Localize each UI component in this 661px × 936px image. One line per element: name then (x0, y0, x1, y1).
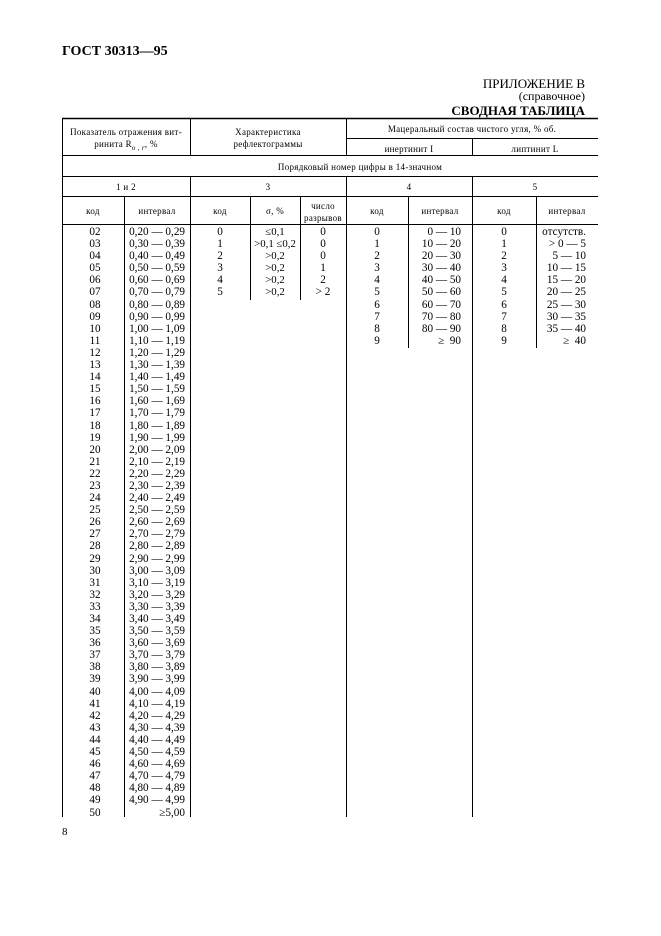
table-cell: 0,60 — 0,69 (129, 274, 185, 287)
appendix-note: (справочное) (518, 89, 585, 103)
table-cell: 0 (501, 226, 507, 238)
table-cell: 50 — 60 (421, 286, 461, 299)
table-cell: 5 (501, 286, 507, 299)
table-cell: 2,10 — 2,19 (129, 455, 185, 468)
table-cell: ≥ 90 (438, 334, 461, 347)
table-cell: 1 (501, 238, 507, 251)
document-code: ГОСТ 30313—95 (62, 44, 168, 59)
table-cell: 1,50 — 1,59 (129, 383, 185, 396)
table-cell: 36 (89, 637, 101, 650)
table-cell: 10 — 15 (546, 262, 586, 275)
table-cell: >0,2 (265, 250, 285, 263)
table-cell: >0,1 ≤0,2 (254, 238, 296, 251)
table-cell: 03 (89, 238, 101, 251)
table-cell: > 2 (315, 286, 331, 299)
table-cell: 1,00 — 1,09 (129, 322, 185, 335)
table-cell: 0,90 — 0,99 (129, 310, 185, 323)
table-cell: 0 (217, 226, 223, 238)
table-cell: >0,2 (265, 274, 285, 287)
liptinite-code-column (472, 226, 536, 347)
table-cell: 6 (374, 298, 380, 311)
table-cell: 22 (89, 467, 101, 480)
table-cell: 29 (89, 552, 101, 565)
table-cell: ≥ 40 (563, 334, 586, 347)
table-cell: 5 (217, 286, 223, 299)
table-cell: 4,20 — 4,29 (129, 709, 185, 722)
table-cell: 3,60 — 3,69 (129, 637, 185, 650)
table-cell: 32 (89, 588, 101, 601)
liptinite-code-header: код (497, 206, 511, 216)
table-cell: отсутств. (542, 226, 586, 238)
table-cell: 25 (89, 504, 101, 517)
table-cell: 47 (89, 770, 101, 783)
gaps-header-line1: число (311, 201, 335, 211)
table-cell: 3,90 — 3,99 (129, 673, 185, 686)
table-cell: 10 — 20 (421, 238, 461, 251)
inertinite-interval-column (408, 226, 461, 347)
table-cell: 2,50 — 2,59 (129, 504, 185, 517)
table-cell: > 0 — 5 (548, 238, 586, 251)
table-cell: 2,20 — 2,29 (129, 467, 185, 480)
table-cell: 3 (501, 262, 507, 275)
inertinite-code-header: код (370, 206, 384, 216)
table-cell: 30 — 40 (421, 262, 461, 275)
table-cell: 50 (89, 806, 101, 819)
table-cell: 2,60 — 2,69 (129, 516, 185, 529)
table-cell: 0,40 — 0,49 (129, 250, 185, 263)
table-title: СВОДНАЯ ТАБЛИЦА (451, 103, 585, 118)
table-cell: 20 — 25 (546, 286, 586, 299)
table-cell: 0 (320, 238, 326, 251)
table-cell: 6 (501, 298, 507, 311)
reflectance-header-line2: ринита $R_{o , r}$, % (94, 139, 158, 152)
table-cell: 0,50 — 0,59 (129, 262, 185, 275)
table-cell: 40 — 50 (421, 274, 461, 287)
table-cell: 1,90 — 1,99 (129, 431, 185, 444)
group-5-header: 5 (532, 182, 538, 192)
table-cell: 4,40 — 4,49 (129, 733, 185, 746)
table-cell: 1,70 — 1,79 (129, 407, 185, 420)
table-cell: >0,2 (265, 286, 285, 299)
table-cell: 11 (89, 334, 101, 347)
table-cell: 09 (89, 310, 101, 323)
inertinite-code-column (346, 226, 408, 347)
table-cell: 30 (89, 564, 101, 577)
gaps-header (300, 200, 346, 224)
table-cell: 24 (89, 492, 101, 505)
table-cell: 3,80 — 3,89 (129, 661, 185, 674)
table-cell: 2,70 — 2,79 (129, 528, 185, 541)
digit-position-header: Порядковый номер цифры в 14-значном (277, 162, 443, 172)
table-cell: 70 — 80 (421, 310, 461, 323)
table-cell: 34 (89, 613, 101, 625)
reflectance-code-header: код (86, 206, 100, 216)
table-cell: 5 — 10 (552, 250, 586, 263)
table-cell: 2 (501, 250, 507, 263)
table-cell: 2 (374, 250, 380, 263)
table-cell: 3,20 — 3,29 (129, 588, 185, 601)
table-cell: 17 (89, 407, 101, 420)
table-cell: 3,10 — 3,19 (129, 576, 185, 589)
table-cell: 26 (89, 516, 101, 529)
table-cell: 19 (89, 431, 101, 444)
table-cell: 9 (501, 334, 507, 347)
table-cell: 05 (89, 262, 101, 275)
reflectogram-header-line2: рефлектограммы (233, 139, 303, 149)
group-4-header: 4 (406, 182, 412, 192)
table-cell: 37 (89, 649, 101, 662)
table-cell: 3,50 — 3,59 (129, 625, 185, 638)
liptinite-interval-column (536, 226, 586, 347)
table-cell: 1 (217, 238, 223, 251)
table-cell: 3,00 — 3,09 (129, 564, 185, 577)
table-cell: 2,00 — 2,09 (129, 443, 185, 456)
table-cell: 18 (89, 419, 101, 432)
inertinite-header: инертинит I (384, 144, 434, 154)
table-cell: 30 — 35 (546, 310, 586, 323)
table-cell: ≤0,1 (265, 226, 285, 238)
table-cell: 4 (374, 274, 380, 287)
table-cell: 10 (89, 322, 101, 335)
table-cell: 38 (89, 661, 101, 674)
table-cell: 02 (89, 226, 101, 238)
table-cell: 1,20 — 1,29 (129, 346, 185, 359)
table-cell: 7 (501, 310, 507, 323)
table-cell: ≥5,00 (159, 806, 185, 819)
table-cell: 15 (89, 383, 101, 396)
table-cell: 35 — 40 (546, 322, 586, 335)
table-cell: 4,00 — 4,09 (129, 685, 185, 698)
reflectance-subscript: o , r (131, 143, 145, 152)
reflectogram-code-header: код (213, 206, 227, 216)
maceral-header: Мацеральный состав чистого угля, % об. (387, 124, 557, 134)
table-cell: 41 (89, 697, 101, 710)
table-cell: 25 — 30 (546, 298, 586, 311)
table-cell: 0,20 — 0,29 (129, 226, 185, 238)
table-cell: 1,80 — 1,89 (129, 419, 185, 432)
table-cell: 5 (374, 286, 380, 299)
table-cell: 4 (217, 274, 223, 287)
table-cell: 3 (374, 262, 380, 275)
table-cell: 2 (320, 274, 326, 287)
table-cell: 43 (89, 721, 101, 734)
table-cell: 06 (89, 274, 101, 287)
table-cell: 0 (320, 226, 326, 238)
liptinite-header: липтинит L (511, 144, 559, 154)
table-cell: 07 (89, 286, 101, 299)
table-cell: 15 — 20 (546, 274, 586, 287)
reflectance-header-line1: Показатель отражения вит- (70, 127, 182, 137)
reflectogram-header (190, 126, 346, 150)
inertinite-interval-header: интервал (421, 206, 459, 216)
table-cell: 60 — 70 (421, 298, 461, 311)
table-cell: 42 (89, 709, 101, 722)
table-cell: 2,90 — 2,99 (129, 552, 185, 565)
table-cell: 4,50 — 4,59 (129, 746, 185, 759)
gaps-column (300, 226, 346, 299)
table-cell: 2,80 — 2,89 (129, 540, 185, 553)
reflectogram-header-line1: Характеристика (235, 127, 301, 137)
table-cell: 0,70 — 0,79 (129, 286, 185, 299)
table-cell: 4,70 — 4,79 (129, 770, 185, 783)
table-cell: 2,40 — 2,49 (129, 492, 185, 505)
table-cell: 12 (89, 346, 101, 359)
table-cell: 13 (89, 359, 101, 372)
table-cell: 1 (374, 238, 380, 251)
sigma-header: σ, % (265, 206, 285, 216)
table-cell: 0,80 — 0,89 (129, 298, 185, 311)
table-cell: 23 (89, 479, 101, 492)
table-cell: 4,10 — 4,19 (129, 697, 185, 710)
table-cell: 20 (89, 443, 101, 456)
reflectance-interval-header: интервал (138, 206, 176, 216)
table-cell: 8 (501, 322, 507, 335)
table-cell: 4,60 — 4,69 (129, 758, 185, 771)
table-cell: 3,70 — 3,79 (129, 649, 185, 662)
table-cell: 2,30 — 2,39 (129, 479, 185, 492)
table-cell: 4,90 — 4,99 (129, 794, 185, 807)
table-cell: 4 (501, 274, 507, 287)
table-cell: 80 — 90 (421, 322, 461, 335)
table-cell: 16 (89, 395, 101, 408)
table-cell: 04 (89, 250, 101, 263)
table-cell: 2 (217, 250, 223, 263)
sigma-column (250, 226, 300, 299)
table-cell: >0,2 (265, 262, 285, 275)
table-cell: 1,40 — 1,49 (129, 371, 185, 384)
table-cell: 20 — 30 (421, 250, 461, 263)
page-number: 8 (62, 826, 68, 838)
reflectance-header (62, 126, 190, 154)
table-cell: 8 (374, 322, 380, 335)
table-cell: 4,80 — 4,89 (129, 782, 185, 795)
table-cell: 3 (217, 262, 223, 275)
reflectogram-code-column (190, 226, 250, 299)
table-cell: 21 (89, 455, 101, 468)
table-cell: 46 (89, 758, 101, 771)
table-cell: 44 (89, 733, 101, 746)
table-cell: 0 (374, 226, 380, 238)
gaps-header-line2: разрывов (304, 213, 342, 223)
appendix-heading (483, 77, 585, 103)
table-cell: 3,30 — 3,39 (129, 600, 185, 613)
table-cell: 45 (89, 746, 101, 759)
table-cell: 14 (89, 371, 101, 384)
table-cell: 33 (89, 600, 101, 613)
reflectance-interval-column (124, 226, 185, 819)
table-cell: 39 (89, 673, 101, 686)
table-cell: 27 (89, 528, 101, 541)
table-cell: 4,30 — 4,39 (129, 721, 185, 734)
table-cell: 48 (89, 782, 101, 795)
table-cell: 35 (89, 625, 101, 638)
table-cell: 08 (89, 298, 101, 311)
group-1-2-header: 1 и 2 (116, 182, 136, 192)
table-cell: 40 (89, 685, 101, 698)
reflectance-code-column (62, 226, 128, 819)
liptinite-interval-header: интервал (548, 206, 586, 216)
table-cell: 0 — 10 (427, 226, 461, 238)
table-cell: 0 (320, 250, 326, 263)
table-cell: 0,30 — 0,39 (129, 238, 185, 251)
table-cell: 7 (374, 310, 380, 323)
table-cell: 9 (374, 334, 380, 347)
table-cell: 3,40 — 3,49 (129, 613, 185, 625)
group-3-header: 3 (265, 182, 271, 192)
appendix-label: ПРИЛОЖЕНИЕ В (482, 76, 585, 91)
table-cell: 1,10 — 1,19 (129, 334, 185, 347)
table-cell: 49 (89, 794, 101, 807)
table-cell: 31 (89, 576, 101, 589)
table-cell: 1,60 — 1,69 (129, 395, 185, 408)
table-cell: 1,30 — 1,39 (129, 359, 185, 372)
table-cell: 1 (320, 262, 326, 275)
table-cell: 28 (89, 540, 101, 553)
